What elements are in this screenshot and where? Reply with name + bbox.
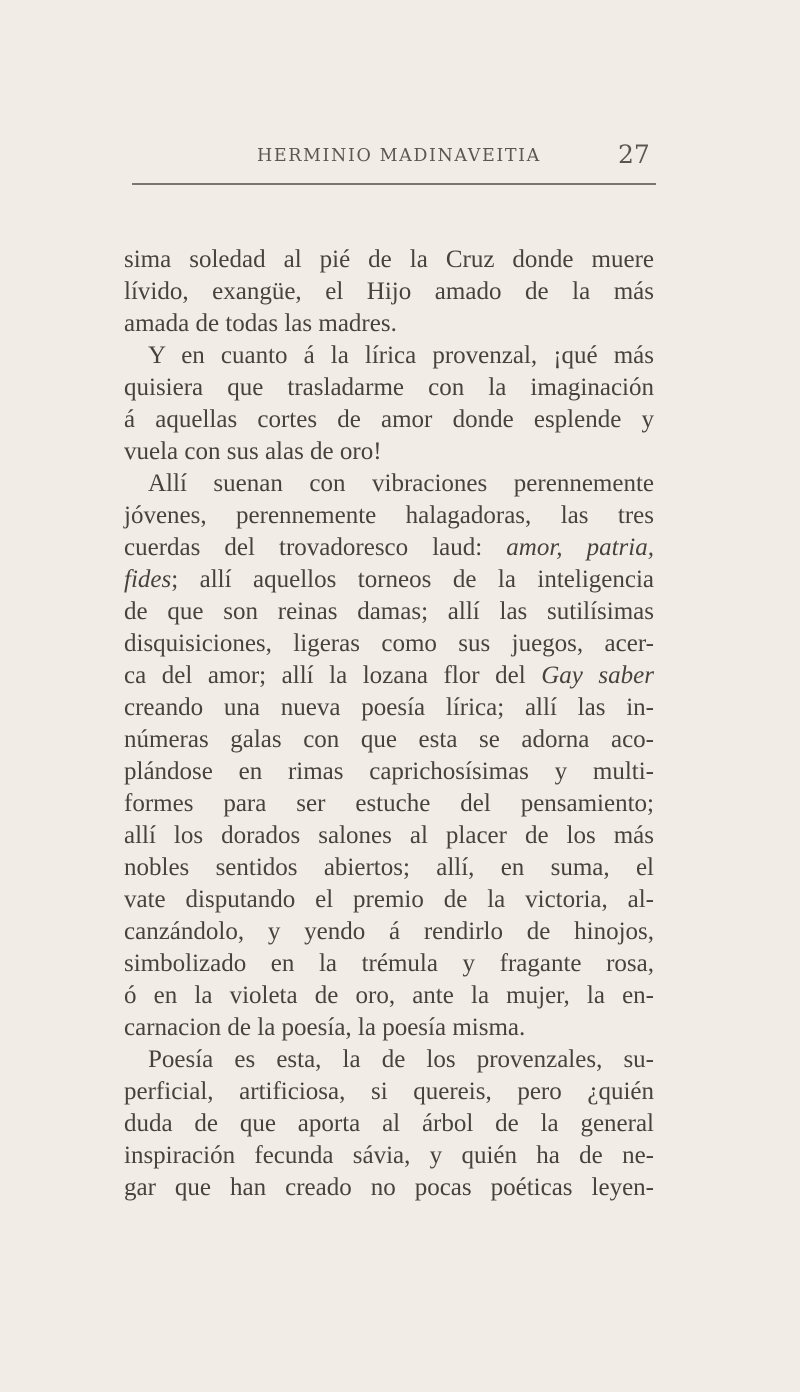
text-segment: lívido, exangüe, el Hijo amado de la más <box>124 278 654 305</box>
text-line <box>124 1012 654 1044</box>
text-segment: ; allí aquellos torneos de la inteligencia <box>171 566 654 593</box>
text-segment: ó en la violeta de oro, ante la mujer, la en- <box>124 982 654 1009</box>
text-line <box>124 1076 654 1108</box>
text-line <box>124 436 654 468</box>
text-line <box>124 852 654 884</box>
text-segment: canzándolo, y yendo á rendirlo de hinojos, <box>124 918 654 945</box>
text-segment: allí los dorados salones al placer de los más <box>124 822 654 849</box>
text-line <box>124 1172 654 1204</box>
text-segment: nobles sentidos abiertos; allí, en suma, el <box>124 854 654 881</box>
text-line <box>124 244 654 276</box>
text-line <box>124 916 654 948</box>
text-line <box>124 820 654 852</box>
text-segment: Poesía es esta, la de los provenzales, su- <box>148 1046 654 1073</box>
text-line <box>124 404 654 436</box>
text-line <box>124 628 654 660</box>
text-line <box>124 692 654 724</box>
text-line <box>124 948 654 980</box>
text-segment: jóvenes, perennemente halagadoras, las tres <box>124 502 654 529</box>
text-line <box>124 660 654 692</box>
text-segment: númeras galas con que esta se adorna aco- <box>124 726 654 753</box>
text-line <box>124 884 654 916</box>
body-text <box>124 244 654 1204</box>
text-line <box>124 596 654 628</box>
text-line <box>124 980 654 1012</box>
text-line <box>124 340 654 372</box>
italic-text: amor, patria, <box>506 534 654 561</box>
text-line <box>124 372 654 404</box>
text-segment: carnacion de la poesía, la poesía misma. <box>124 1014 526 1041</box>
header-rule <box>132 183 656 185</box>
text-line <box>124 500 654 532</box>
text-segment: duda de que aporta al árbol de la general <box>124 1110 654 1137</box>
text-line <box>124 564 654 596</box>
text-line <box>124 788 654 820</box>
text-segment: cuerdas del trovadoresco laud: <box>124 534 507 561</box>
text-line <box>124 1044 654 1076</box>
text-line <box>124 1108 654 1140</box>
text-line <box>124 756 654 788</box>
text-segment: amada de todas las madres. <box>124 310 397 337</box>
text-line <box>124 308 654 340</box>
italic-text: Gay saber <box>541 662 654 689</box>
text-line <box>124 724 654 756</box>
running-head: HERMINIO MADINAVEITIA <box>257 146 541 166</box>
text-line <box>124 276 654 308</box>
text-segment: Y en cuanto á la lírica provenzal, ¡qué más <box>148 342 654 369</box>
text-segment: ca del amor; allí la lozana flor del <box>124 662 542 689</box>
text-segment: inspiración fecunda sávia, y quién ha de ne- <box>124 1142 654 1169</box>
text-segment: gar que han creado no pocas poéticas leyen- <box>124 1174 654 1201</box>
text-line <box>124 468 654 500</box>
text-segment: vate disputando el premio de la victoria, al- <box>124 886 654 913</box>
italic-text: fides <box>124 566 172 593</box>
text-segment: formes para ser estuche del pensamiento; <box>124 790 654 817</box>
text-segment: sima soledad al pié de la Cruz donde muere <box>124 246 654 273</box>
text-segment: disquisiciones, ligeras como sus juegos, acer- <box>124 630 654 657</box>
page-number: 27 <box>618 140 650 169</box>
text-segment: quisiera que trasladarme con la imaginación <box>124 374 654 401</box>
text-segment: Allí suenan con vibraciones perennemente <box>148 470 654 497</box>
text-line <box>124 1140 654 1172</box>
text-segment: simbolizado en la trémula y fragante rosa, <box>124 950 654 977</box>
text-segment: creando una nueva poesía lírica; allí las in- <box>124 694 654 721</box>
text-segment: vuela con sus alas de oro! <box>124 438 382 465</box>
text-segment: á aquellas cortes de amor donde esplende y <box>124 406 654 433</box>
text-segment: plándose en rimas caprichosísimas y multi- <box>124 758 654 785</box>
text-segment: de que son reinas damas; allí las sutilísimas <box>124 598 654 625</box>
text-segment: perficial, artificiosa, si quereis, pero ¿quién <box>124 1078 654 1105</box>
text-line <box>124 532 654 564</box>
